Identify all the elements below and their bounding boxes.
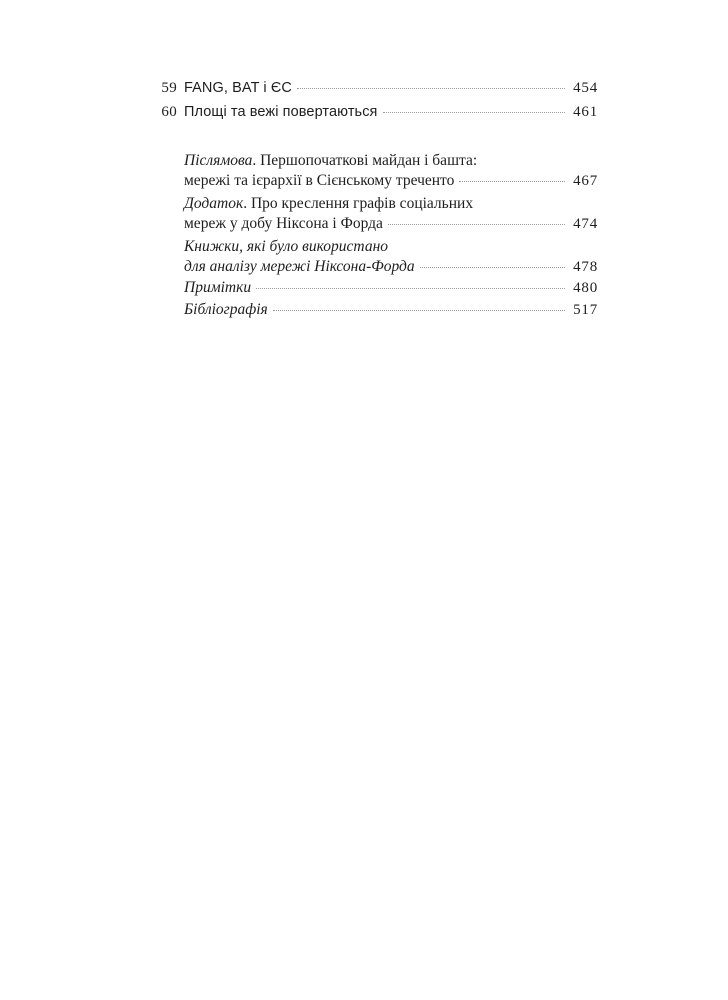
entry-title-rest: . Про креслення графів соціальних [243,195,474,212]
toc-entry-line-1 [184,238,598,256]
toc-entry-line-2 [184,215,598,233]
chapter-number: 60 [161,104,177,120]
entry-title-italic: Післямова [184,152,253,169]
toc-entry-line-2 [184,172,598,190]
toc-entry-line-1 [184,195,598,213]
page-number: 454 [573,80,598,96]
page-number: 467 [573,173,598,189]
entry-title-line-2: для аналізу мережі Ніксона-Форда [184,258,415,275]
dot-leader [459,181,565,182]
page-number: 478 [573,259,598,275]
toc-entry-line [184,301,598,319]
toc-entry-line [184,104,598,121]
entry-title: Бібліографія [184,301,268,318]
dot-leader [388,224,565,225]
dot-leader [256,288,565,289]
entry-title-line-2: мереж у добу Ніксона і Форда [184,215,383,232]
chapter-title: FANG, BAT і ЄС [184,80,292,96]
toc-entry-line-1 [184,152,598,170]
entry-title-line-1 [184,195,473,213]
page-number: 517 [573,302,598,318]
page-number: 480 [573,280,598,296]
dot-leader [273,310,565,311]
toc-entry-line [184,279,598,297]
entry-title-italic: Додаток [184,195,244,212]
dot-leader [297,88,565,89]
dot-leader [420,267,565,268]
toc-entry-line-2 [184,258,598,276]
entry-title-line-1: Книжки, які було використано [184,238,389,255]
chapter-title: Площі та вежі повертаються [184,104,378,120]
page-number: 461 [573,104,598,120]
dot-leader [383,112,566,113]
entry-title-line-1 [184,152,477,170]
toc-entry-line [184,80,598,97]
entry-title-line-2: мережі та ієрархії в Сієнському треченто [184,172,455,189]
chapter-number: 59 [161,80,177,96]
entry-title-rest: . Першопочаткові майдан і башта: [252,152,478,169]
entry-title: Примітки [184,279,252,296]
page-number: 474 [573,216,598,232]
